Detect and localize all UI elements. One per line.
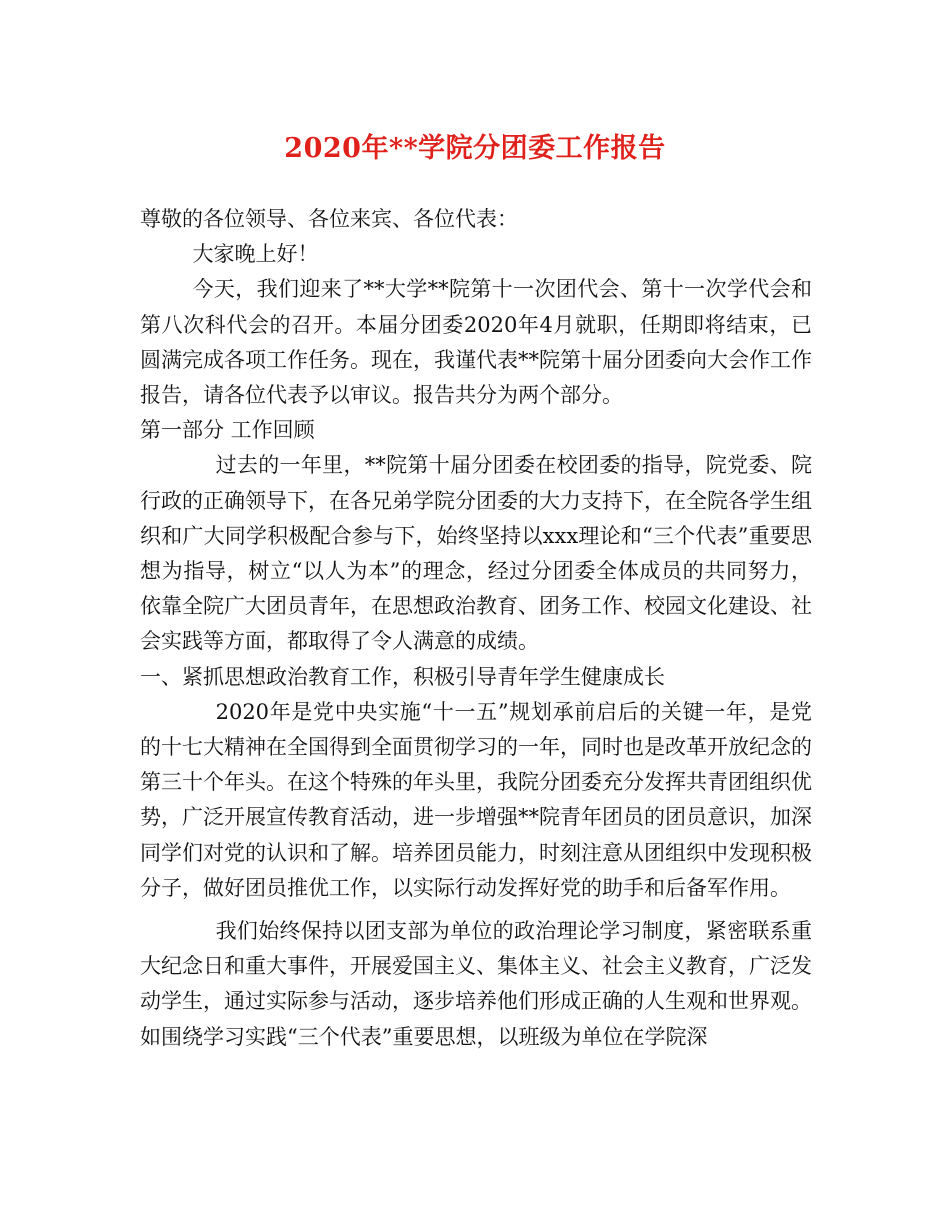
review-paragraph: 过去的一年里，**院第十届分团委在校团委的指导，院党委、院行政的正确领导下，在各兄弟学院分团委的大力支持下，在全院各学生组织和广大同学积极配合参与下，始终坚持以xxx理论和“三个代表”重要思想为指导，树立“以人为本”的理念，经过分团委全体成员的共同努力，依靠全院广大团员青年，在思想政治教育、团务工作、校园文化建设、社会实践等方面，都取得了令人满意的成绩。: [140, 453, 812, 654]
intro-paragraph: 今天，我们迎来了**大学**院第十一次团代会、第十一次学代会和第八次科代会的召开。本届分团委2020年4月就职，任期即将结束，已圆满完成各项工作任务。现在，我谨代表**院第十届分团委向大会作工作报告，请各位代表予以审议。报告共分为两个部分。: [140, 277, 812, 408]
section1-paragraph-1: 2020年是党中央实施“十一五”规划承前启后的关键一年，是党的十七大精神在全国得到全面贯彻学习的一年，同时也是改革开放纪念的第三十个年头。在这个特殊的年头里，我院分团委充分发挥共青团组织优势，广泛开展宣传教育活动，进一步增强**院青年团员的团员意识，加深同学们对党的认识和了解。培养团员能力，时刻注意从团组织中发现积极分子，做好团员推优工作，以实际行动发挥好党的助手和后备军作用。: [140, 699, 812, 900]
document-title: 2020年**学院分团委工作报告: [284, 133, 666, 164]
document-body: [140, 202, 812, 1055]
section1-paragraph-2: 我们始终保持以团支部为单位的政治理论学习制度，紧密联系重大纪念日和重大事件，开展爱国主义、集体主义、社会主义教育，广泛发动学生，通过实际参与活动，逐步培养他们形成正确的人生观和世界观。如围绕学习实践“三个代表”重要思想，以班级为单位在学院深: [140, 919, 812, 1049]
greeting: 大家晚上好！: [192, 242, 319, 267]
salutation: 尊敬的各位领导、各位来宾、各位代表：: [140, 207, 518, 231]
section1-heading: 一、紧抓思想政治教育工作，积极引导青年学生健康成长: [140, 664, 665, 689]
part1-heading: 第一部分 工作回顾: [140, 418, 315, 443]
